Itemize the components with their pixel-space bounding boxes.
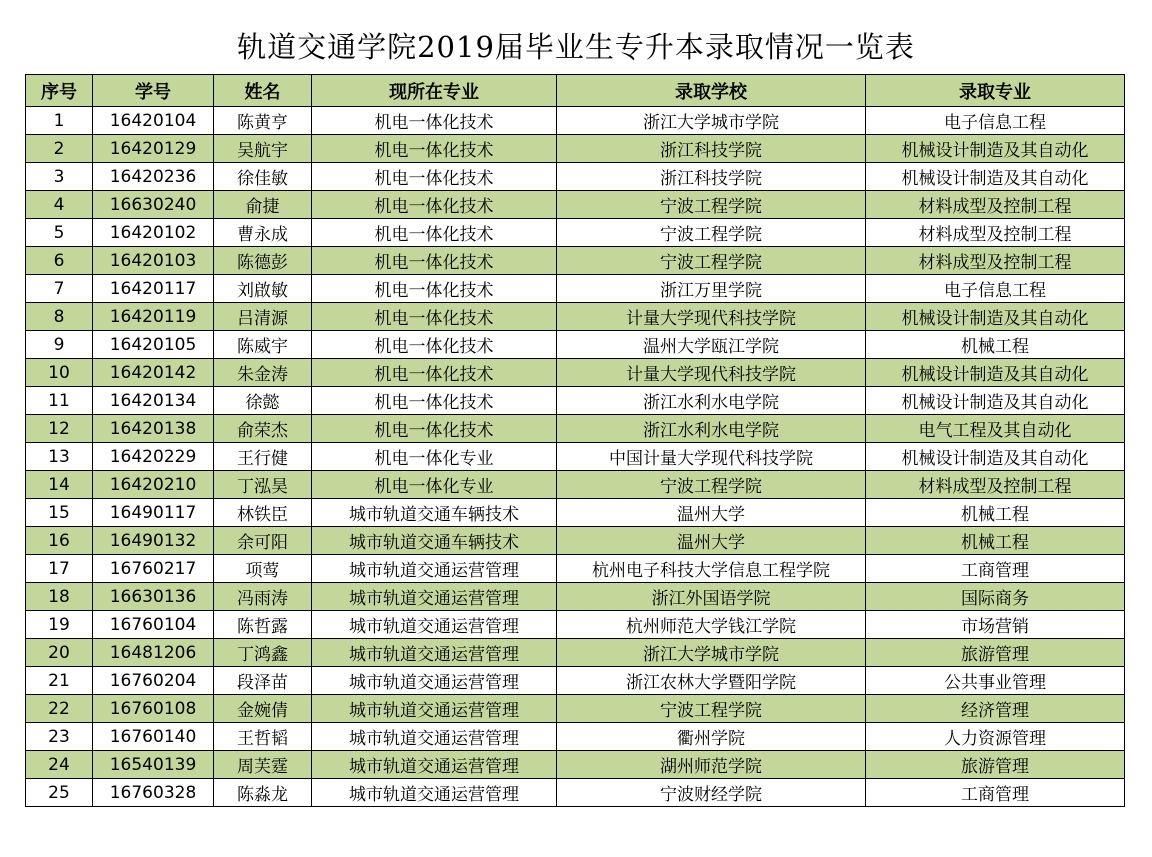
cell-name: 项莺 [214,555,312,583]
cell-student-id: 16420103 [93,247,214,275]
table-row [26,639,1125,667]
cell-current-major: 机电一体化技术 [312,331,557,359]
cell-student-id: 16490132 [93,527,214,555]
page-title: 轨道交通学院2019届毕业生专升本录取情况一览表 [237,30,915,64]
table-row [26,303,1125,331]
table-row [26,415,1125,443]
cell-admitted-major: 电气工程及其自动化 [866,415,1125,443]
cell-admitted-school: 温州大学瓯江学院 [557,331,866,359]
cell-admitted-major: 材料成型及控制工程 [866,471,1125,499]
cell-student-id: 16490117 [93,499,214,527]
table-row [26,751,1125,779]
cell-admitted-major: 机械工程 [866,499,1125,527]
cell-admitted-school: 浙江农林大学暨阳学院 [557,667,866,695]
cell-index: 20 [26,639,93,667]
table-row [26,667,1125,695]
cell-student-id: 16481206 [93,639,214,667]
column-header-name: 姓名 [214,75,312,107]
cell-current-major: 机电一体化技术 [312,219,557,247]
cell-student-id: 16420119 [93,303,214,331]
cell-name: 陈德彭 [214,247,312,275]
cell-admitted-school: 中国计量大学现代科技学院 [557,443,866,471]
cell-name: 王哲韬 [214,723,312,751]
cell-admitted-school: 计量大学现代科技学院 [557,303,866,331]
cell-student-id: 16420104 [93,107,214,135]
cell-current-major: 城市轨道交通运营管理 [312,723,557,751]
cell-admitted-school: 浙江大学城市学院 [557,107,866,135]
cell-admitted-school: 浙江科技学院 [557,163,866,191]
table-row [26,359,1125,387]
cell-admitted-major: 电子信息工程 [866,107,1125,135]
cell-index: 4 [26,191,93,219]
table-row [26,443,1125,471]
cell-admitted-school: 宁波工程学院 [557,695,866,723]
cell-current-major: 城市轨道交通运营管理 [312,751,557,779]
cell-admitted-major: 机械设计制造及其自动化 [866,443,1125,471]
cell-index: 13 [26,443,93,471]
cell-name: 陈淼龙 [214,779,312,807]
cell-name: 陈哲露 [214,611,312,639]
cell-name: 金婉倩 [214,695,312,723]
cell-admitted-school: 宁波工程学院 [557,191,866,219]
cell-current-major: 机电一体化技术 [312,107,557,135]
table-row [26,779,1125,807]
cell-student-id: 16760217 [93,555,214,583]
cell-admitted-school: 宁波工程学院 [557,219,866,247]
cell-name: 刘啟敏 [214,275,312,303]
cell-current-major: 城市轨道交通运营管理 [312,779,557,807]
cell-admitted-school: 计量大学现代科技学院 [557,359,866,387]
cell-index: 25 [26,779,93,807]
cell-admitted-major: 材料成型及控制工程 [866,219,1125,247]
table-row [26,135,1125,163]
cell-name: 曹永成 [214,219,312,247]
cell-name: 徐懿 [214,387,312,415]
table-header-row [26,75,1125,107]
cell-index: 11 [26,387,93,415]
cell-index: 16 [26,527,93,555]
cell-admitted-school: 浙江水利水电学院 [557,415,866,443]
cell-name: 段泽苗 [214,667,312,695]
column-header-current-major: 现所在专业 [312,75,557,107]
table-row [26,555,1125,583]
cell-name: 冯雨涛 [214,583,312,611]
cell-admitted-school: 宁波工程学院 [557,471,866,499]
cell-student-id: 16760108 [93,695,214,723]
cell-admitted-school: 宁波工程学院 [557,247,866,275]
cell-index: 24 [26,751,93,779]
cell-student-id: 16420117 [93,275,214,303]
cell-admitted-major: 工商管理 [866,555,1125,583]
column-header-admitted-major: 录取专业 [866,75,1125,107]
cell-student-id: 16420236 [93,163,214,191]
cell-admitted-major: 机械设计制造及其自动化 [866,359,1125,387]
column-header-student-id: 学号 [93,75,214,107]
cell-current-major: 城市轨道交通运营管理 [312,555,557,583]
table-row [26,723,1125,751]
cell-admitted-major: 材料成型及控制工程 [866,191,1125,219]
cell-admitted-major: 电子信息工程 [866,275,1125,303]
cell-name: 周芙霆 [214,751,312,779]
cell-current-major: 机电一体化技术 [312,191,557,219]
cell-student-id: 16760204 [93,667,214,695]
cell-index: 15 [26,499,93,527]
cell-current-major: 机电一体化技术 [312,135,557,163]
admission-table [25,74,1125,807]
cell-index: 12 [26,415,93,443]
cell-index: 18 [26,583,93,611]
cell-student-id: 16420210 [93,471,214,499]
table-row [26,163,1125,191]
cell-index: 7 [26,275,93,303]
cell-admitted-school: 湖州师范学院 [557,751,866,779]
cell-current-major: 机电一体化技术 [312,387,557,415]
cell-student-id: 16420105 [93,331,214,359]
cell-admitted-school: 宁波财经学院 [557,779,866,807]
column-header-index: 序号 [26,75,93,107]
cell-name: 朱金涛 [214,359,312,387]
cell-current-major: 机电一体化专业 [312,443,557,471]
cell-admitted-major: 工商管理 [866,779,1125,807]
column-header-admitted-school: 录取学校 [557,75,866,107]
cell-index: 17 [26,555,93,583]
cell-admitted-school: 浙江万里学院 [557,275,866,303]
cell-current-major: 城市轨道交通车辆技术 [312,499,557,527]
cell-admitted-major: 旅游管理 [866,639,1125,667]
cell-admitted-major: 公共事业管理 [866,667,1125,695]
cell-admitted-major: 机械设计制造及其自动化 [866,303,1125,331]
table-row [26,527,1125,555]
cell-admitted-major: 机械工程 [866,331,1125,359]
cell-admitted-school: 浙江科技学院 [557,135,866,163]
cell-admitted-school: 杭州师范大学钱江学院 [557,611,866,639]
cell-admitted-school: 温州大学 [557,527,866,555]
cell-current-major: 机电一体化技术 [312,415,557,443]
cell-index: 5 [26,219,93,247]
cell-name: 陈威宇 [214,331,312,359]
table-row [26,107,1125,135]
cell-admitted-school: 杭州电子科技大学信息工程学院 [557,555,866,583]
cell-admitted-major: 经济管理 [866,695,1125,723]
cell-admitted-major: 材料成型及控制工程 [866,247,1125,275]
cell-index: 3 [26,163,93,191]
cell-admitted-major: 国际商务 [866,583,1125,611]
cell-student-id: 16420134 [93,387,214,415]
cell-admitted-major: 机械工程 [866,527,1125,555]
table-row [26,275,1125,303]
cell-current-major: 城市轨道交通运营管理 [312,583,557,611]
cell-name: 徐佳敏 [214,163,312,191]
cell-name: 俞荣杰 [214,415,312,443]
table-row [26,695,1125,723]
table-row [26,611,1125,639]
cell-name: 林铁臣 [214,499,312,527]
cell-student-id: 16630240 [93,191,214,219]
cell-name: 丁泓昊 [214,471,312,499]
cell-current-major: 机电一体化技术 [312,275,557,303]
cell-student-id: 16420229 [93,443,214,471]
cell-admitted-major: 人力资源管理 [866,723,1125,751]
cell-index: 14 [26,471,93,499]
cell-admitted-school: 浙江外国语学院 [557,583,866,611]
cell-student-id: 16540139 [93,751,214,779]
cell-student-id: 16760328 [93,779,214,807]
cell-name: 陈黄亨 [214,107,312,135]
cell-name: 余可阳 [214,527,312,555]
cell-index: 2 [26,135,93,163]
cell-index: 9 [26,331,93,359]
cell-admitted-school: 浙江水利水电学院 [557,387,866,415]
cell-name: 丁鸿鑫 [214,639,312,667]
cell-student-id: 16420138 [93,415,214,443]
cell-admitted-school: 衢州学院 [557,723,866,751]
table-row [26,247,1125,275]
table-row [26,387,1125,415]
cell-index: 10 [26,359,93,387]
cell-student-id: 16420142 [93,359,214,387]
cell-admitted-major: 旅游管理 [866,751,1125,779]
cell-current-major: 城市轨道交通运营管理 [312,695,557,723]
table-row [26,583,1125,611]
cell-index: 6 [26,247,93,275]
cell-current-major: 城市轨道交通车辆技术 [312,527,557,555]
cell-index: 21 [26,667,93,695]
cell-current-major: 城市轨道交通运营管理 [312,667,557,695]
cell-current-major: 机电一体化技术 [312,359,557,387]
cell-name: 吴航宇 [214,135,312,163]
cell-student-id: 16420129 [93,135,214,163]
cell-index: 23 [26,723,93,751]
cell-index: 1 [26,107,93,135]
table-row [26,471,1125,499]
cell-student-id: 16760104 [93,611,214,639]
cell-admitted-school: 浙江大学城市学院 [557,639,866,667]
cell-admitted-major: 机械设计制造及其自动化 [866,387,1125,415]
table-row [26,331,1125,359]
cell-current-major: 机电一体化技术 [312,247,557,275]
table-row [26,191,1125,219]
cell-current-major: 城市轨道交通运营管理 [312,611,557,639]
cell-index: 19 [26,611,93,639]
cell-name: 吕清源 [214,303,312,331]
cell-admitted-major: 机械设计制造及其自动化 [866,135,1125,163]
table-body [26,107,1125,807]
cell-admitted-major: 机械设计制造及其自动化 [866,163,1125,191]
cell-current-major: 机电一体化技术 [312,163,557,191]
cell-admitted-major: 市场营销 [866,611,1125,639]
cell-current-major: 机电一体化专业 [312,471,557,499]
cell-student-id: 16630136 [93,583,214,611]
cell-admitted-school: 温州大学 [557,499,866,527]
cell-name: 俞捷 [214,191,312,219]
cell-current-major: 城市轨道交通运营管理 [312,639,557,667]
cell-index: 22 [26,695,93,723]
cell-student-id: 16760140 [93,723,214,751]
cell-index: 8 [26,303,93,331]
table-row [26,219,1125,247]
cell-student-id: 16420102 [93,219,214,247]
cell-name: 王行健 [214,443,312,471]
table-row [26,499,1125,527]
cell-current-major: 机电一体化技术 [312,303,557,331]
